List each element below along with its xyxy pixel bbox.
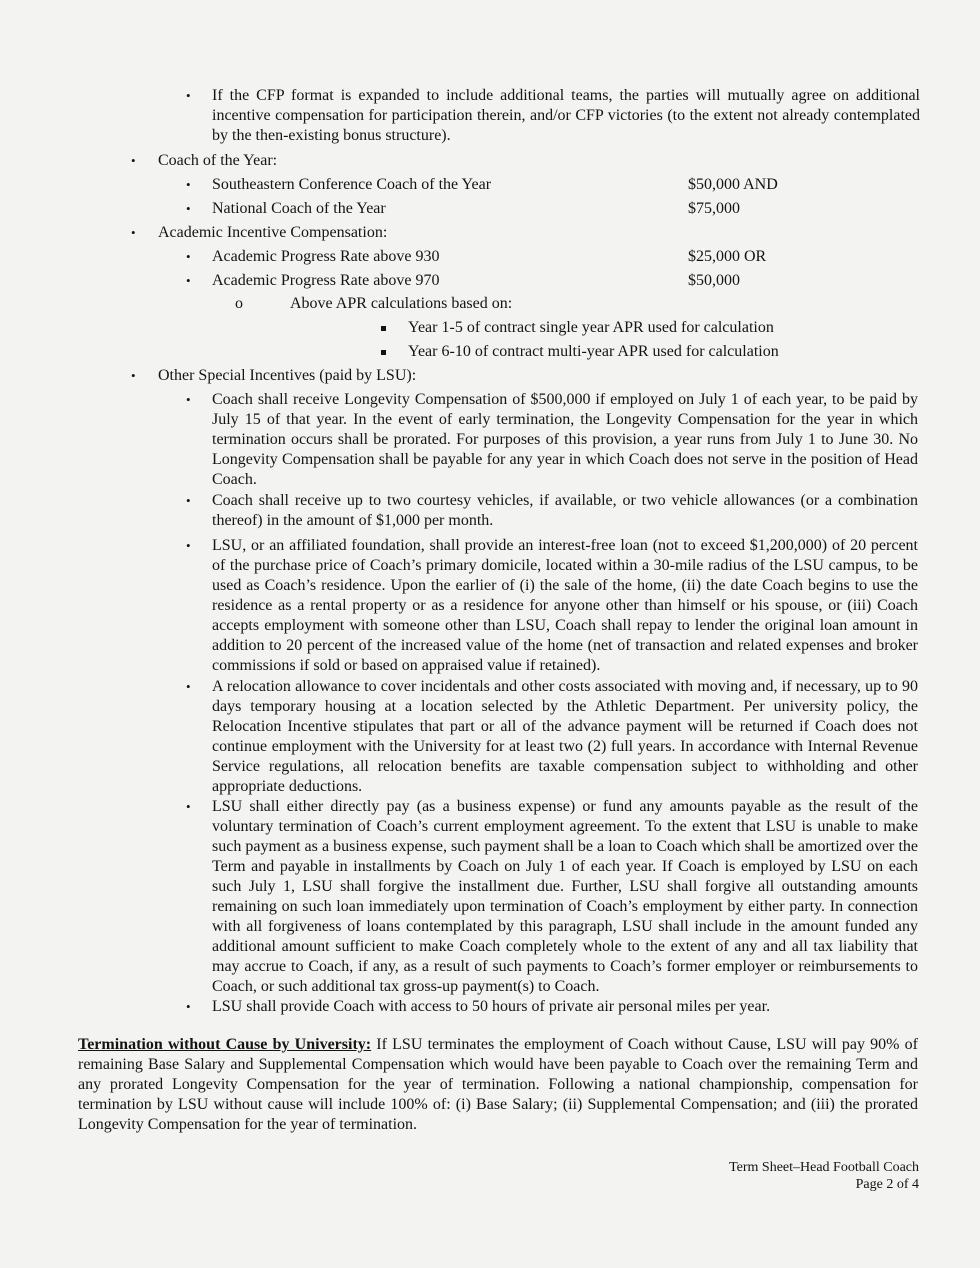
- bullet: •: [131, 153, 136, 168]
- circle-bullet: o: [235, 295, 243, 312]
- apr-930-label: Academic Progress Rate above 930: [212, 248, 440, 265]
- apr-calculation-heading: Above APR calculations based on:: [290, 295, 513, 312]
- apr-years-6-10: Year 6-10 of contract multi-year APR used for calculation: [408, 343, 779, 360]
- relocation-allowance-item: A relocation allowance to cover incidentals and other costs associated with moving and, if necessary, up to 90 days temporary housing at a location selected by the Athletic Department. Per university policy, the Relocation Incentive stipulates that part or all of the advance payment will be returned if Coach does not continue employment with the University for at least two (2) full years. In accordance with Internal Revenue Service regulations, all relocation benefits are taxable compensation subject to withholding and other appropriate deductions.: [212, 678, 918, 795]
- footer: [729, 1159, 919, 1193]
- buyout-payment-item: LSU shall either directly pay (as a business expense) or fund any amounts payable as the result of the voluntary termination of Coach’s current employment agreement. To the extent that LSU is unable to make such payment as a business expense, such payment shall be a loan to Coach which shall be amortized over the Term and payable in installments by Coach on July 1 of each year. If Coach is employed by LSU on each such July 1, LSU shall forgive the installment due. Further, LSU shall forgive all outstanding amounts remaining on such loan immediately upon termination of Coach’s employment by either party. In connection with all forgiveness of loans contemplated by this paragraph, LSU shall include in the amount funded any additional amount sufficient to make Coach completely whole to the extent of any and all tax liability that may accrue to Coach, if any, as a result of such payments to Coach’s former employer or reimbursements to Coach, or such additional tax gross-up payment(s) to Coach.: [212, 798, 918, 995]
- longevity-compensation-item: Coach shall receive Longevity Compensation of $500,000 if employed on July 1 of each year, to be paid by July 15 of that year. In the event of early termination, the Longevity Compensation for the year in which termination occurs shall be prorated. For purposes of this provision, a year runs from July 1 to June 30. No Longevity Compensation shall be payable for any year in which Coach does not serve in the position of Head Coach.: [212, 391, 918, 488]
- bullet: •: [186, 392, 191, 407]
- page-number: Page 2 of 4: [855, 1177, 919, 1192]
- bullet: •: [186, 999, 191, 1014]
- apr-970-label: Academic Progress Rate above 970: [212, 272, 440, 289]
- bullet: •: [131, 368, 136, 383]
- termination-paragraph: [78, 1035, 918, 1135]
- sec-coach-of-year-label: Southeastern Conference Coach of the Year: [212, 176, 492, 193]
- bullet: •: [186, 201, 191, 216]
- academic-incentive-heading: Academic Incentive Compensation:: [158, 224, 388, 241]
- bullet: •: [186, 177, 191, 192]
- termination-heading: Termination without Cause by University:: [78, 1036, 372, 1053]
- national-coach-of-year-amount: $75,000: [688, 200, 740, 217]
- bullet: •: [186, 493, 191, 508]
- cfp-expansion-item: If the CFP format is expanded to include additional teams, the parties will mutually agree on additional incentive compensation for participation therein, and/or CFP victories (to the extent not already contemplated by the then-existing bonus structure).: [212, 87, 920, 144]
- footer-title: Term Sheet–Head Football Coach: [729, 1160, 919, 1175]
- square-bullet-icon: [381, 326, 386, 331]
- private-air-miles-item: LSU shall provide Coach with access to 50 hours of private air personal miles per year.: [212, 998, 771, 1015]
- bullet: •: [186, 799, 191, 814]
- bullet: •: [186, 249, 191, 264]
- bullet: •: [186, 88, 191, 103]
- interest-free-loan-item: LSU, or an affiliated foundation, shall provide an interest-free loan (not to exceed $1,200,000) of 20 percent of the purchase price of Coach’s primary domicile, located within a 30-mile radius of the LSU campus, to be used as Coach’s residence. Upon the earlier of (i) the sale of the home, (ii) the date Coach begins to use the residence as a rental property or as a residence for anyone other than himself or his spouse, or (iii) Coach accepts employment with someone other than LSU, Coach shall repay to lender the original loan amount in addition to 20 percent of the increased value of the home (net of transaction and related expenses and broker commissions if sold or based on appraised value if retained).: [212, 537, 918, 674]
- termination-body: If LSU terminates the employment of Coach without Cause, LSU will pay 90% of remaining Base Salary and Supplemental Compensation which would have been payable to Coach over the remaining Term and any prorated Longevity Compensation for the year of termination. Following a national championship, compensation for termination by LSU without cause will include 100% of: (i) Base Salary; (ii) Supplemental Compensation; and (iii) the prorated Longevity Compensation for the year of termination.: [78, 1036, 919, 1133]
- bullet: •: [131, 225, 136, 240]
- courtesy-vehicles-item: Coach shall receive up to two courtesy vehicles, if available, or two vehicle allowances (or a combination thereof) in the amount of $1,000 per month.: [212, 492, 918, 529]
- coach-of-year-heading: Coach of the Year:: [158, 152, 278, 169]
- apr-930-amount: $25,000 OR: [688, 248, 767, 265]
- national-coach-of-year-label: National Coach of the Year: [212, 200, 386, 217]
- bullet: •: [186, 273, 191, 288]
- bullet: •: [186, 538, 191, 553]
- bullet: •: [186, 679, 191, 694]
- sec-coach-of-year-amount: $50,000 AND: [688, 176, 778, 193]
- apr-970-amount: $50,000: [688, 272, 740, 289]
- other-incentives-heading: Other Special Incentives (paid by LSU):: [158, 367, 417, 384]
- apr-years-1-5: Year 1-5 of contract single year APR used for calculation: [408, 319, 774, 336]
- square-bullet-icon: [381, 350, 386, 355]
